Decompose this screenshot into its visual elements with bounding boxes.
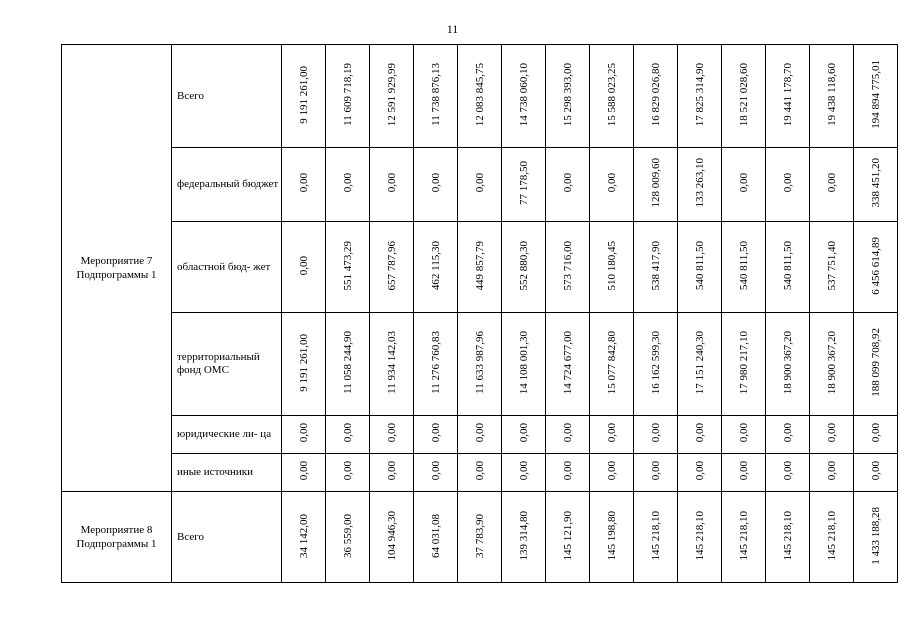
- value-cell: [546, 492, 590, 583]
- value-text: 145 218,10: [693, 510, 706, 561]
- value-cell: [590, 416, 634, 454]
- value-cell: [502, 454, 546, 492]
- value-text: 0,00: [605, 423, 618, 443]
- value-text: 145 121,90: [561, 510, 574, 561]
- value-text: 449 857,79: [473, 240, 486, 291]
- value-cell: [326, 313, 370, 416]
- value-text: 552 880,30: [517, 240, 530, 291]
- value-text: 0,00: [517, 461, 530, 481]
- value-text: 0,00: [561, 173, 574, 193]
- table-row: [62, 222, 898, 313]
- value-text: 133 263,10: [693, 158, 706, 208]
- value-text: 0,00: [649, 461, 662, 481]
- value-cell: [678, 416, 722, 454]
- value-cell: [634, 222, 678, 313]
- value-text: 0,00: [561, 423, 574, 443]
- value-cell: [810, 454, 854, 492]
- value-cell: [810, 313, 854, 416]
- value-cell: [282, 313, 326, 416]
- value-text: 510 180,45: [605, 240, 618, 291]
- value-cell: [326, 222, 370, 313]
- value-text: 18 521 028,60: [737, 62, 750, 127]
- value-text: 0,00: [869, 461, 882, 481]
- value-cell: [502, 313, 546, 416]
- value-text: 0,00: [473, 173, 486, 193]
- value-text: 540 811,50: [737, 240, 750, 291]
- value-cell: [722, 313, 766, 416]
- value-cell: [810, 45, 854, 148]
- value-text: 15 298 393,00: [561, 62, 574, 127]
- funding-source: территориальный фонд ОМС: [172, 313, 282, 416]
- value-cell: [634, 313, 678, 416]
- value-text: 0,00: [869, 423, 882, 443]
- budget-table: [61, 44, 898, 583]
- funding-source: Всего: [172, 492, 282, 583]
- value-text: 145 198,80: [605, 510, 618, 561]
- value-cell: [854, 222, 898, 313]
- value-text: 338 451,20: [869, 158, 882, 208]
- value-text: 0,00: [341, 423, 354, 443]
- value-cell: [502, 416, 546, 454]
- value-text: 19 438 118,60: [825, 63, 838, 126]
- table-row: [62, 454, 898, 492]
- value-text: 12 591 929,99: [385, 62, 398, 127]
- value-text: 64 031,08: [429, 513, 442, 558]
- value-cell: [414, 222, 458, 313]
- value-cell: [854, 313, 898, 416]
- value-text: 540 811,50: [781, 240, 794, 291]
- page-number: 11: [446, 22, 459, 36]
- value-cell: [502, 222, 546, 313]
- value-text: 36 559,00: [341, 513, 354, 558]
- value-cell: [458, 416, 502, 454]
- value-cell: [766, 454, 810, 492]
- funding-source: областной бюд- жет: [172, 222, 282, 313]
- value-text: 139 314,80: [517, 510, 530, 561]
- value-text: 18 900 367,20: [781, 330, 794, 395]
- value-cell: [414, 416, 458, 454]
- value-cell: [458, 313, 502, 416]
- value-cell: [370, 45, 414, 148]
- value-text: 11 609 718,19: [341, 63, 354, 126]
- value-cell: [854, 492, 898, 583]
- value-text: 194 894 775,01: [869, 60, 882, 129]
- value-text: 657 787,96: [385, 240, 398, 291]
- value-text: 0,00: [385, 461, 398, 481]
- value-text: 0,00: [781, 173, 794, 193]
- table-row: [62, 416, 898, 454]
- value-cell: [458, 45, 502, 148]
- value-text: 145 218,10: [825, 510, 838, 561]
- value-cell: [722, 148, 766, 222]
- value-text: 0,00: [517, 423, 530, 443]
- value-cell: [370, 148, 414, 222]
- value-text: 0,00: [825, 173, 838, 193]
- value-cell: [766, 148, 810, 222]
- value-cell: [766, 416, 810, 454]
- value-cell: [722, 416, 766, 454]
- value-cell: [854, 454, 898, 492]
- value-cell: [590, 222, 634, 313]
- value-cell: [326, 148, 370, 222]
- value-text: 551 473,29: [341, 240, 354, 291]
- value-text: 14 108 001,30: [517, 330, 530, 395]
- value-text: 0,00: [825, 423, 838, 443]
- table-row: [62, 45, 898, 148]
- value-cell: [282, 492, 326, 583]
- value-text: 18 900 367,20: [825, 330, 838, 395]
- value-cell: [326, 416, 370, 454]
- value-text: 0,00: [781, 423, 794, 443]
- value-cell: [590, 148, 634, 222]
- value-cell: [766, 45, 810, 148]
- value-cell: [590, 492, 634, 583]
- value-text: 11 738 876,13: [429, 63, 442, 126]
- value-text: 0,00: [341, 173, 354, 193]
- value-text: 0,00: [429, 461, 442, 481]
- value-text: 17 825 314,90: [693, 62, 706, 127]
- value-cell: [590, 45, 634, 148]
- value-text: 19 441 178,70: [781, 62, 794, 127]
- value-cell: [678, 222, 722, 313]
- value-cell: [546, 222, 590, 313]
- value-text: 145 218,10: [649, 510, 662, 561]
- value-cell: [414, 454, 458, 492]
- value-text: 12 083 845,75: [473, 62, 486, 127]
- value-cell: [634, 492, 678, 583]
- value-cell: [766, 313, 810, 416]
- value-text: 104 946,30: [385, 510, 398, 561]
- value-cell: [810, 492, 854, 583]
- value-cell: [546, 454, 590, 492]
- value-cell: [282, 222, 326, 313]
- value-text: 11 276 760,83: [429, 331, 442, 394]
- value-text: 0,00: [297, 255, 310, 276]
- value-text: 0,00: [693, 423, 706, 443]
- value-text: 9 191 261,00: [297, 333, 310, 392]
- value-text: 1 433 188,28: [869, 506, 882, 565]
- value-text: 0,00: [297, 461, 310, 481]
- value-cell: [326, 492, 370, 583]
- value-cell: [722, 454, 766, 492]
- table-row: [62, 313, 898, 416]
- value-text: 573 716,00: [561, 240, 574, 291]
- value-cell: [414, 492, 458, 583]
- value-text: 0,00: [649, 423, 662, 443]
- value-cell: [766, 222, 810, 313]
- value-cell: [370, 492, 414, 583]
- value-text: 0,00: [737, 461, 750, 481]
- value-cell: [678, 45, 722, 148]
- value-text: 0,00: [737, 173, 750, 193]
- value-text: 0,00: [473, 461, 486, 481]
- value-text: 15 588 023,25: [605, 62, 618, 127]
- value-text: 0,00: [605, 461, 618, 481]
- value-text: 14 724 677,00: [561, 330, 574, 395]
- value-text: 145 218,10: [737, 510, 750, 561]
- funding-source: юридические ли- ца: [172, 416, 282, 454]
- value-cell: [678, 313, 722, 416]
- value-cell: [414, 45, 458, 148]
- value-text: 145 218,10: [781, 510, 794, 561]
- value-text: 537 751,40: [825, 240, 838, 291]
- value-text: 188 099 708,92: [869, 328, 882, 397]
- value-cell: [590, 313, 634, 416]
- value-text: 0,00: [605, 173, 618, 193]
- value-cell: [502, 148, 546, 222]
- value-cell: [370, 222, 414, 313]
- value-text: 0,00: [385, 173, 398, 193]
- value-cell: [458, 454, 502, 492]
- value-text: 16 162 599,30: [649, 330, 662, 395]
- value-text: 0,00: [297, 173, 310, 193]
- value-cell: [414, 148, 458, 222]
- value-text: 0,00: [385, 423, 398, 443]
- value-text: 17 980 217,10: [737, 330, 750, 395]
- funding-source: иные источники: [172, 454, 282, 492]
- table-row: [62, 492, 898, 583]
- value-text: 538 417,90: [649, 240, 662, 291]
- funding-source: Всего: [172, 45, 282, 148]
- value-text: 11 934 142,03: [385, 331, 398, 394]
- value-text: 0,00: [825, 461, 838, 481]
- value-text: 15 077 842,80: [605, 330, 618, 395]
- value-text: 540 811,50: [693, 240, 706, 291]
- value-text: 11 058 244,90: [341, 331, 354, 394]
- value-text: 0,00: [781, 461, 794, 481]
- value-text: 0,00: [429, 173, 442, 193]
- value-text: 0,00: [561, 461, 574, 481]
- value-cell: [502, 492, 546, 583]
- value-text: 11 633 987,96: [473, 331, 486, 394]
- value-cell: [722, 222, 766, 313]
- value-cell: [722, 45, 766, 148]
- value-cell: [722, 492, 766, 583]
- value-cell: [282, 454, 326, 492]
- value-cell: [326, 454, 370, 492]
- value-cell: [546, 313, 590, 416]
- activity-name: Мероприятие 8 Подпрограммы 1: [62, 492, 172, 583]
- value-cell: [678, 492, 722, 583]
- value-cell: [678, 454, 722, 492]
- value-cell: [326, 45, 370, 148]
- value-cell: [282, 45, 326, 148]
- value-cell: [590, 454, 634, 492]
- value-cell: [414, 313, 458, 416]
- value-cell: [810, 416, 854, 454]
- value-cell: [282, 148, 326, 222]
- value-cell: [634, 416, 678, 454]
- value-text: 0,00: [473, 423, 486, 443]
- value-cell: [502, 45, 546, 148]
- value-text: 0,00: [429, 423, 442, 443]
- value-cell: [370, 416, 414, 454]
- value-text: 0,00: [693, 461, 706, 481]
- value-text: 17 151 240,30: [693, 330, 706, 395]
- value-cell: [634, 45, 678, 148]
- value-text: 462 115,30: [429, 240, 442, 291]
- value-cell: [854, 416, 898, 454]
- value-cell: [370, 313, 414, 416]
- value-text: 128 009,60: [649, 158, 662, 208]
- value-cell: [854, 45, 898, 148]
- value-text: 14 738 060,10: [517, 62, 530, 127]
- value-text: 16 829 026,80: [649, 62, 662, 127]
- funding-source: федеральный бюджет: [172, 148, 282, 222]
- value-cell: [634, 454, 678, 492]
- value-text: 34 142,00: [297, 513, 310, 558]
- value-cell: [458, 148, 502, 222]
- value-text: 0,00: [737, 423, 750, 443]
- value-text: 0,00: [341, 461, 354, 481]
- value-text: 9 191 261,00: [297, 65, 310, 124]
- value-cell: [634, 148, 678, 222]
- value-cell: [546, 148, 590, 222]
- activity-name: Мероприятие 7 Подпрограммы 1: [62, 45, 172, 492]
- value-cell: [810, 148, 854, 222]
- value-cell: [678, 148, 722, 222]
- value-cell: [546, 45, 590, 148]
- value-cell: [546, 416, 590, 454]
- table-row: [62, 148, 898, 222]
- value-text: 0,00: [297, 423, 310, 443]
- value-text: 37 783,90: [473, 513, 486, 558]
- value-cell: [854, 148, 898, 222]
- value-text: 6 456 614,89: [869, 236, 882, 295]
- value-text: 77 178,50: [517, 161, 530, 205]
- value-cell: [458, 492, 502, 583]
- value-cell: [458, 222, 502, 313]
- value-cell: [766, 492, 810, 583]
- value-cell: [810, 222, 854, 313]
- value-cell: [370, 454, 414, 492]
- value-cell: [282, 416, 326, 454]
